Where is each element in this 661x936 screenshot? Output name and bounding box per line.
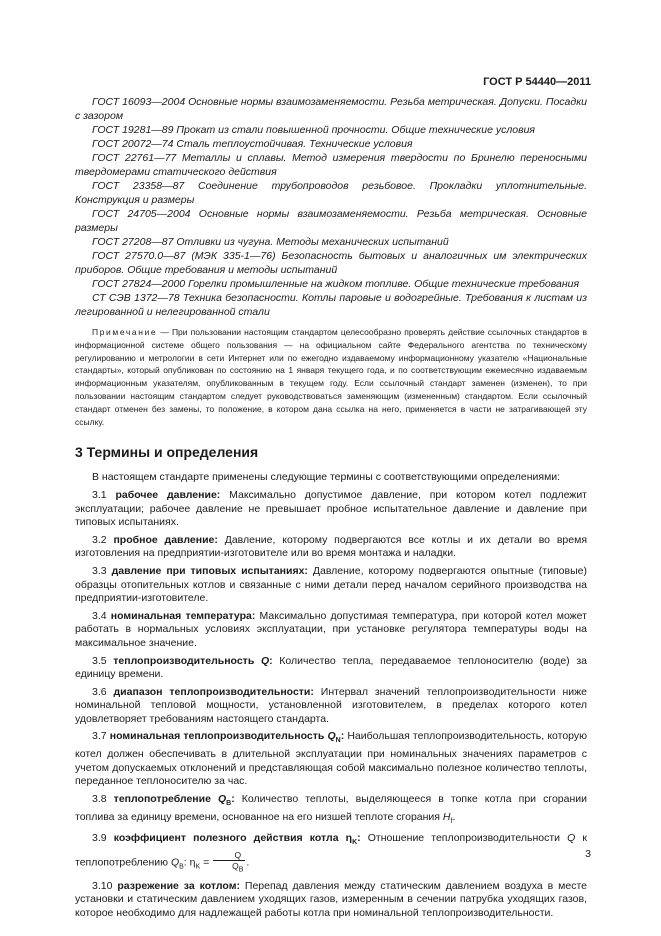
term-definition: 3.1 рабочее давление: Максимально допустимое давление, при котором котел подлежит эксплуатации; рабочее давление не превышает пробное испытательное давление и давление при типовых испытаниях. [75,488,587,529]
note-text: — При пользовании настоящим стандартом целесообразно проверять действие ссылочных стандартов в информационной системе общего пользования — на официальном сайте Федерального агентства по техническому регулированию и метрологии в сети Интернет или по ежегодно издаваемому информационному указателю «Национальные стандарты», который опубликован по состоянию на 1 января текущего года, и по соответствующим ежемесячно издаваемым информационным указателям, опубликованным в текущем году. Если ссылочный стандарт заменен (изменен), то при пользовании настоящим стандартом следует руководствоваться заменяющим (измененным) стандартом. Если ссылочный стандарт отменен без замены, то положение, в котором дана ссылка на него, применяется в части не затрагивающей эту ссылку. [75,327,587,427]
reference-item: ГОСТ 27824—2000 Горелки промышленные на жидком топливе. Общие технические требования [92,278,580,290]
page-body [75,95,587,924]
note-label: Примечание [92,327,158,337]
efficiency-fraction: $\frac{Q}{Q_B}$ [213,850,245,876]
standard-code-header: ГОСТ Р 54440—2011 [483,76,591,88]
reference-item: ГОСТ 16093—2004 Основные нормы взаимозаменяемости. Резьба метрическая. Допуски. Посадки с зазором [75,96,587,122]
reference-item: ГОСТ 22761—77 Металлы и сплавы. Метод измерения твердости по Бринелю переносными твердомерами статического действия [75,152,587,178]
page-number: 3 [585,848,591,860]
reference-item: ГОСТ 23358—87 Соединение трубопроводов резьбовое. Прокладки уплотнительные. Конструкция и размеры [75,180,587,206]
reference-item: ГОСТ 19281—89 Прокат из стали повышенной прочности. Общие технические условия [92,124,536,136]
efficiency-definition: 3.9 коэффициент полезного действия котла $\eta_K$: Отношение теплопроизводительности Q к теплопотреблению $Q_B$: $\eta_K$ = $\frac{Q}{Q_B}$ . [75,832,587,874]
term-definition: 3.6 диапазон теплопроизводительности: Интервал значений теплопроизводительности ниже номинальной тепловой мощности, установленной изготовителем, в пределах которого котел удовлетворяет требованиям настоящего стандарта. [75,685,587,725]
term-definition: 3.8 теплопотребление $Q_B$: Количество теплоты, выделяющееся в топке котла при сгорании топлива за единицу времени, основанное на его низшей теплоте сгорания $H_f$. [75,792,587,825]
references-list [75,95,587,319]
term-definition: 3.5 теплопроизводительность Q: Количество тепла, передаваемое теплоносителю (воде) за единицу времени. [75,654,587,681]
term-definition: 3.7 номинальная теплопроизводительность $Q_N$: Наибольшая теплопроизводительность, которую котел должен обеспечивать в длительной эксплуатации при номинальных значениях параметров с учетом допускаемых отклонений и представляющая собой максимально полезное количество теплоты, переданное теплоносителю за час. [75,730,588,788]
reference-item: ГОСТ 20072—74 Сталь теплоустойчивая. Технические условия [92,138,413,150]
term-definition: 3.10 разрежение за котлом: Перепад давления между статическим давлением воздуха в месте установки и статическим давлением уходящих газов, измеренным в сечении патрубка уходящих газов, которое необходимо для надлежащей работы котла при номинальной теплопроизводительности. [75,879,587,919]
reference-item: СТ СЭВ 1372—78 Техника безопасности. Котлы паровые и водогрейные. Требования к листам из легированной и нелегированной стали [75,292,587,318]
term-definition: 3.4 номинальная температура: Максимально допустимая температура, при которой котел может работать в нормальных условиях эксплуатации, при установке регулятора температуры воды на максимальное значение. [75,609,587,649]
reference-item: ГОСТ 27208—87 Отливки из чугуна. Методы механических испытаний [92,236,449,248]
term-definition: 3.3 давление при типовых испытаниях: Давление, которому подвергаются опытные (типовые) образцы отопительных котлов и связанные с ними детали перед началом серийного производства на предприятии-изготовителе. [75,564,587,605]
reference-item: ГОСТ 27570.0—87 (МЭК 335-1—76) Безопасность бытовых и аналогичных им электрических приборов. Общие требования и методы испытаний [75,250,587,276]
section-intro: В настоящем стандарте применены следующие термины с соответствующими определениями: [92,471,561,484]
term-definition: 3.2 пробное давление: Давление, которому подвергаются все котлы и их детали во время изготовления на предприятии-изготовителе или во время монтажа и наладки. [75,533,588,560]
note-paragraph [75,326,587,428]
section-heading: 3 Термины и определения [75,444,259,461]
reference-item: ГОСТ 24705—2004 Основные нормы взаимозаменяемости. Резьба метрическая. Основные размеры [75,208,587,234]
